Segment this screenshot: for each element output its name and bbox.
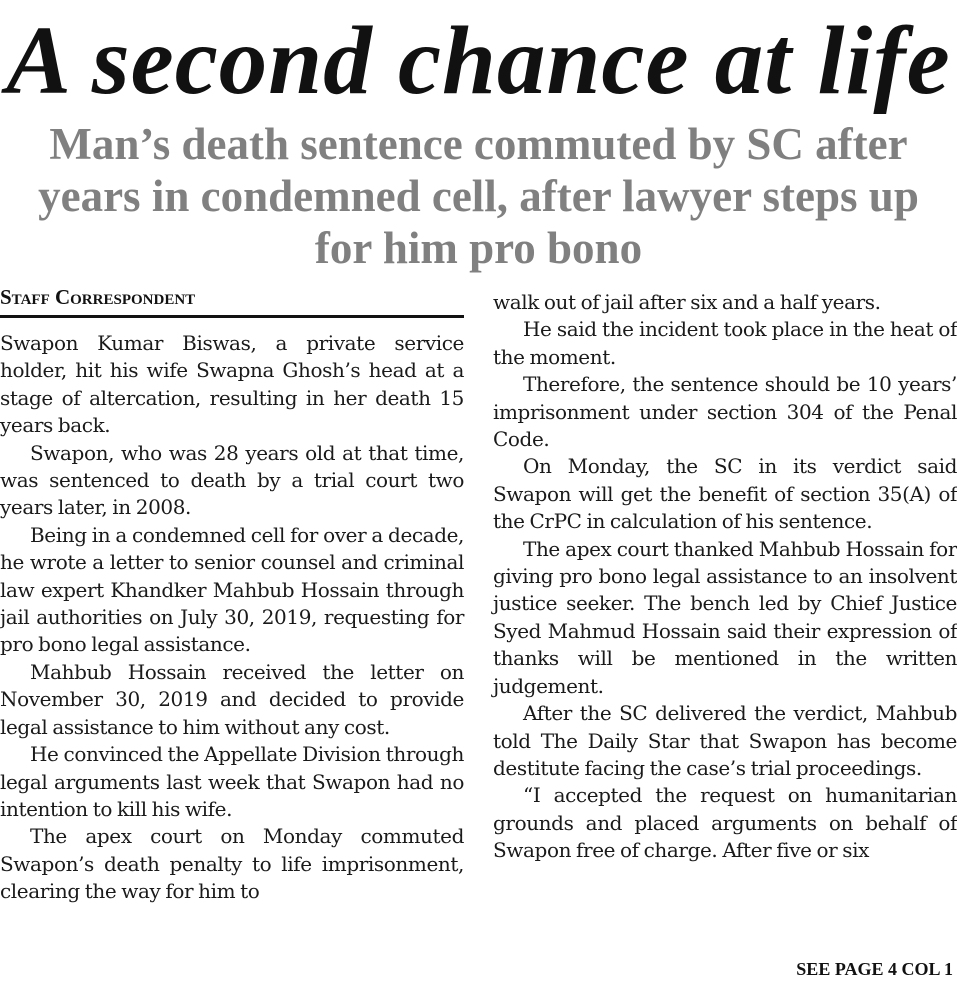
paragraph: The apex court thanked Mahbub Hossain for giving pro bono legal assistance to an insolvent justice seeker. The bench led by Chief Justice Syed Mahmud Hossain said their expression of thanks will be mentioned in the written judgement. — [493, 536, 957, 698]
subheadline-line: years in condemned cell, after lawyer steps up — [38, 171, 919, 221]
paragraph: The apex court on Monday commuted Swapon’s death penalty to life imprisonment, clearing the way for him to — [0, 824, 464, 904]
paragraph: Mahbub Hossain received the letter on November 30, 2019 and decided to provide legal assistance to him without any cost. — [0, 659, 464, 739]
paragraph: He convinced the Appellate Division through legal arguments last week that Swapon had no intention to kill his wife. — [0, 742, 464, 821]
headline: A second chance at life — [6, 7, 951, 114]
paragraph: “I accepted the request on humanitarian grounds and placed arguments on behalf of Swapon free of charge. After five or six — [493, 783, 957, 863]
subheadline — [0, 118, 957, 274]
paragraph: Being in a condemned cell for over a decade, he wrote a letter to senior counsel and criminal law expert Khandker Mahbub Hossain through jail authorities on July 30, 2019, requesting for pro bono legal assistance. — [0, 522, 464, 657]
paragraph: On Monday, the SC in its verdict said Swapon will get the benefit of section 35(A) of the CrPC in calculation of his sentence. — [493, 454, 957, 534]
paragraph: Therefore, the sentence should be 10 years’ imprisonment under section 304 of the Penal Code. — [493, 372, 957, 452]
paragraph: After the SC delivered the verdict, Mahbub told The Daily Star that Swapon has become destitute facing the case’s trial proceedings. — [493, 701, 957, 780]
article-column-right — [493, 289, 957, 865]
paragraph: walk out of jail after six and a half years. — [493, 290, 881, 314]
article-column-left — [0, 330, 464, 906]
paragraph: Swapon, who was 28 years old at that time, was sentenced to death by a trial court two years later, in 2008. — [0, 440, 464, 520]
paragraph: He said the incident took place in the heat of the moment. — [493, 317, 957, 369]
byline: Staff Correspondent — [0, 285, 464, 318]
subheadline-line: Man’s death sentence commuted by SC after — [49, 119, 908, 169]
paragraph: Swapon Kumar Biswas, a private service holder, hit his wife Swapna Ghosh’s head at a stage of altercation, resulting in her death 15 years back. — [0, 331, 464, 438]
subheadline-line: for him pro bono — [314, 223, 643, 273]
continued-on-page-label: SEE PAGE 4 COL 1 — [796, 959, 953, 979]
